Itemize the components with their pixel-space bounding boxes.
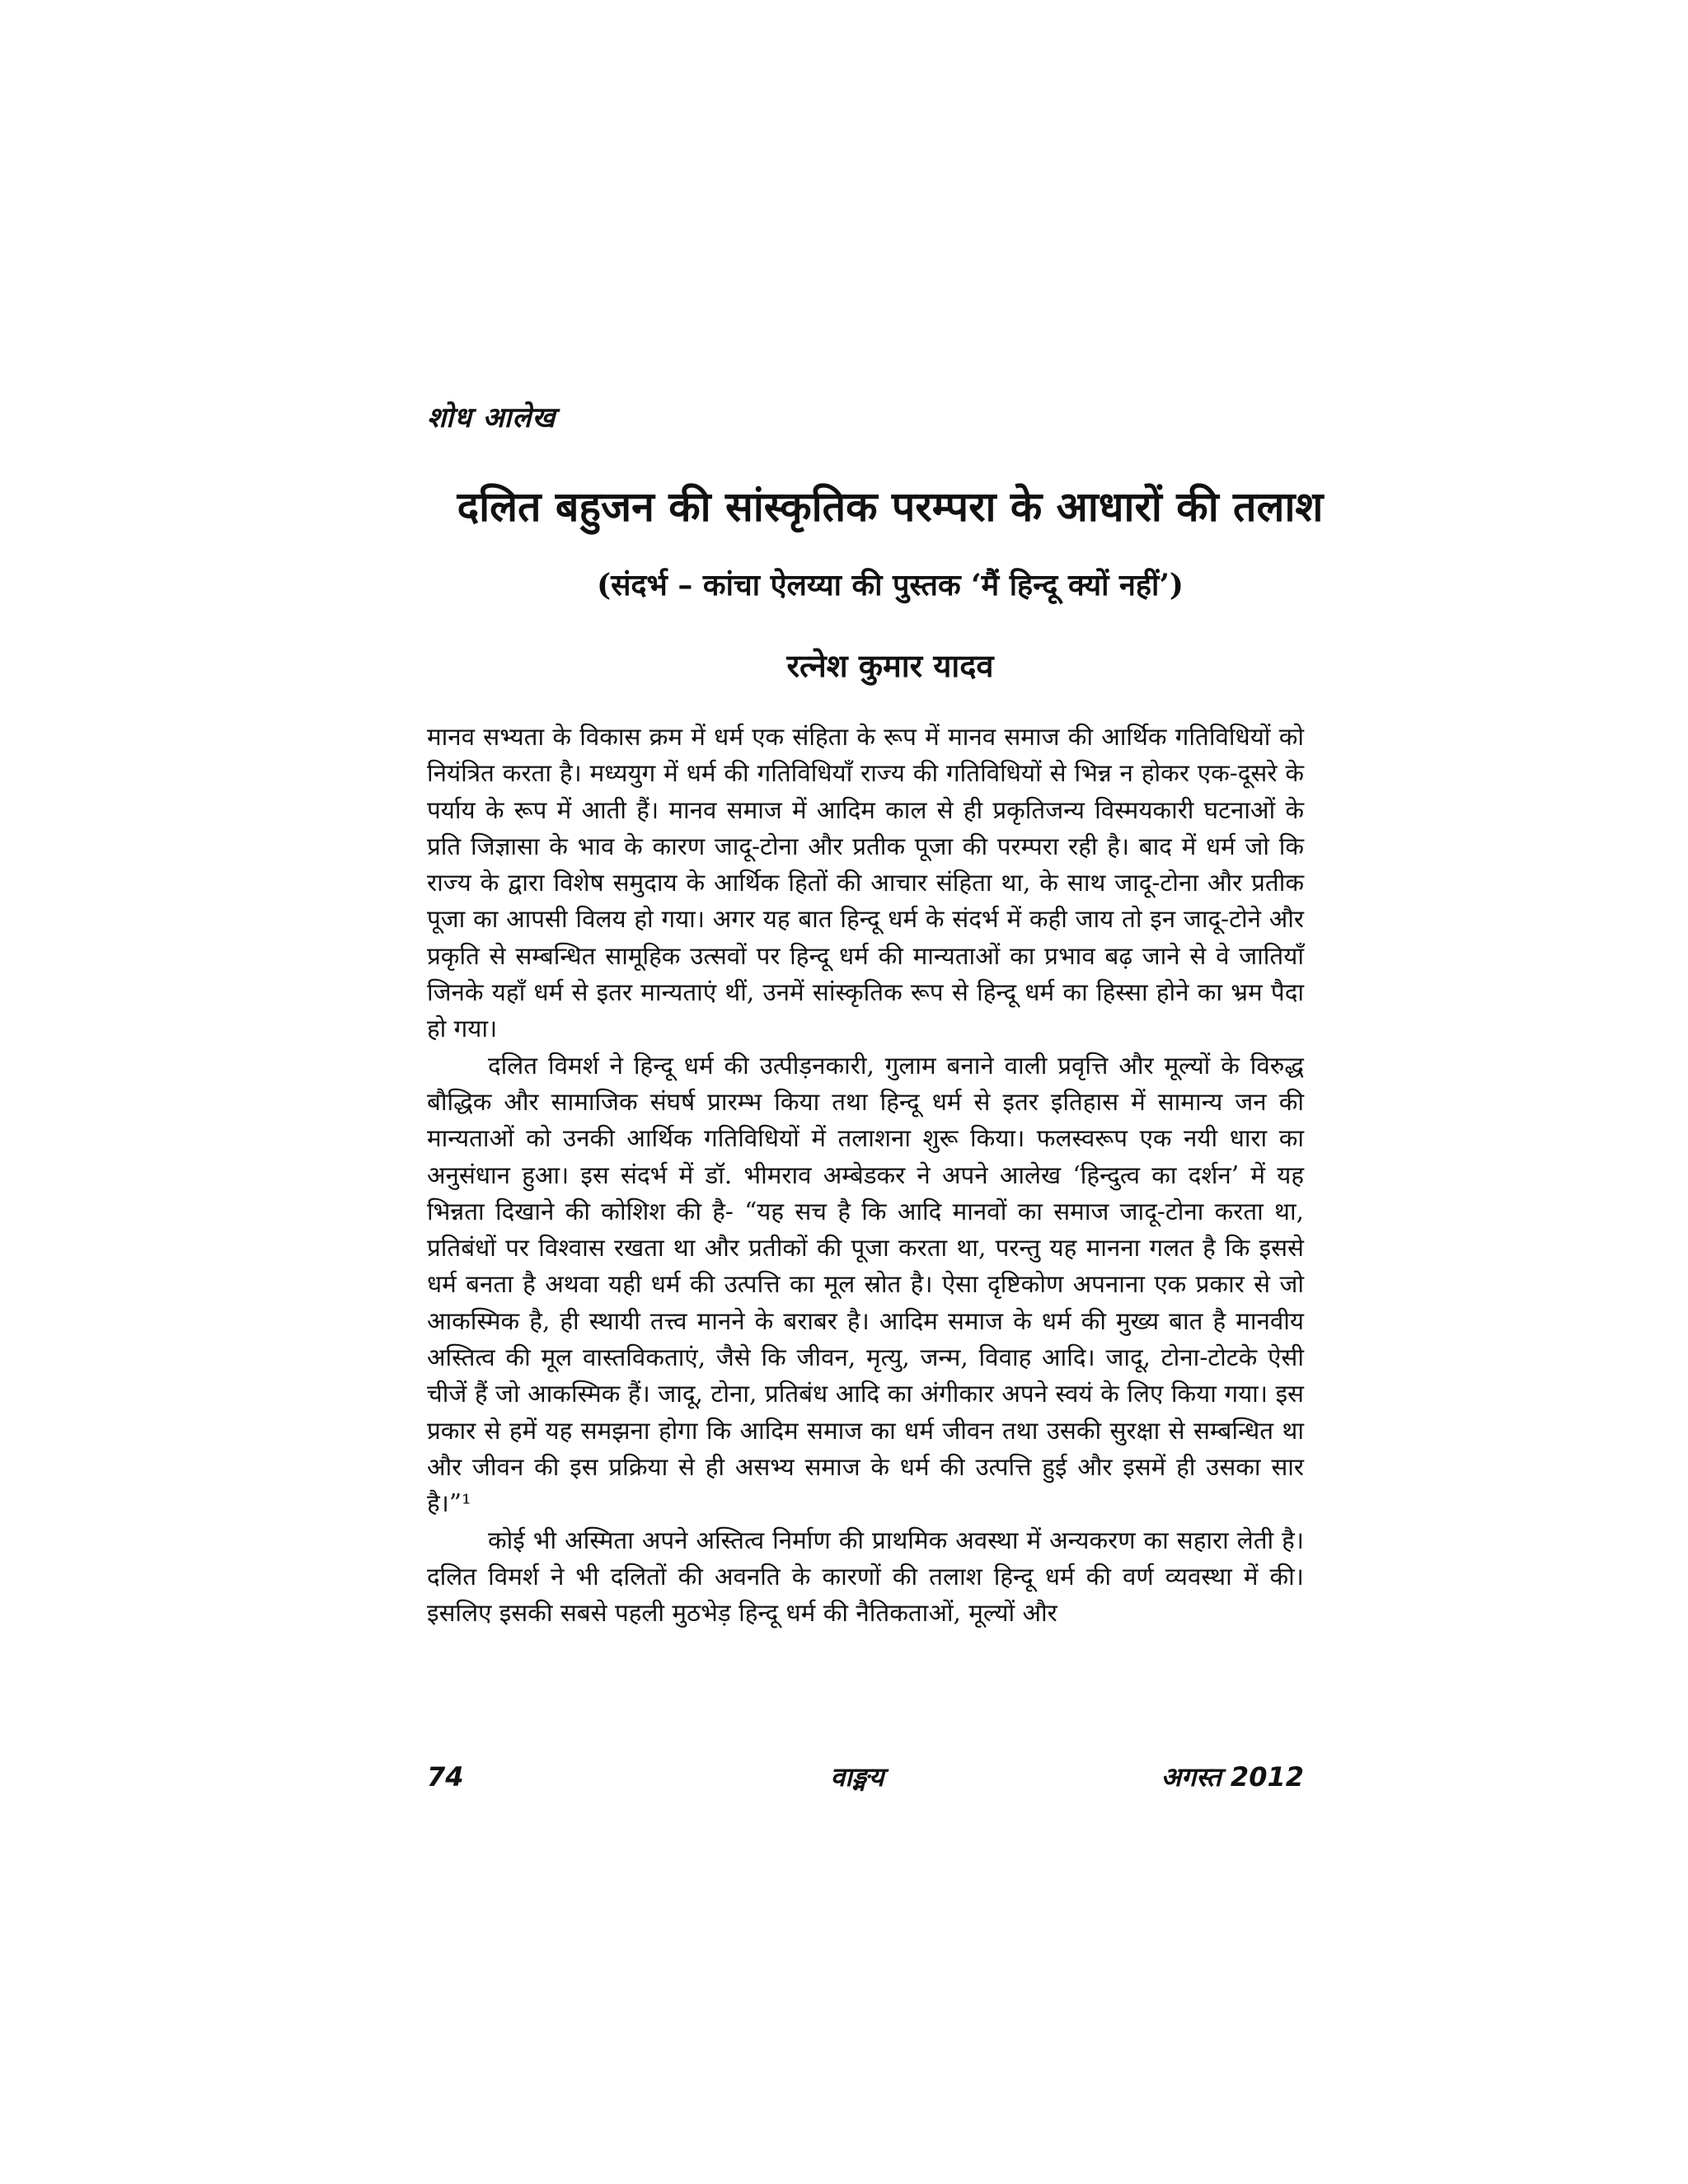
- page-number: 74: [427, 1761, 464, 1793]
- author-name: रत्नेश कुमार यादव: [786, 647, 994, 684]
- paragraph-3: कोई भी अस्मिता अपने अस्तित्व निर्माण की प्राथमिक अवस्था में अन्यकरण का सहारा लेती है। दलित विमर्श ने भी दलितों की अवनति के कारणों की तलाश हिन्दू धर्म की वर्ण व्यवस्था में की। इसलिए इसकी सबसे पहली मुठभेड़ हिन्दू धर्म की नैतिकताओं, मूल्यों और: [427, 1526, 1304, 1628]
- journal-name: वाङ्मय: [830, 1761, 884, 1793]
- paragraph-1: मानव सभ्यता के विकास क्रम में धर्म एक संहिता के रूप में मानव समाज की आर्थिक गतिविधियों को नियंत्रित करता है। मध्ययुग में धर्म की गतिविधियाँ राज्य की गतिविधियों से भिन्न न होकर एक-दूसरे के पर्याय के रूप में आती हैं। मानव समाज में आदिम काल से ही प्रकृतिजन्य विस्मयकारी घटनाओं के प्रति जिज्ञासा के भाव के कारण जादू-टोना और प्रतीक पूजा की परम्परा रही है। बाद में धर्म जो कि राज्य के द्वारा विशेष समुदाय के आर्थिक हितों की आचार संहिता था, के साथ जादू-टोना और प्रतीक पूजा का आपसी विलय हो गया। अगर यह बात हिन्दू धर्म के संदर्भ में कही जाय तो इन जादू-टोने और प्रकृति से सम्बन्धित सामूहिक उत्सवों पर हिन्दू धर्म की मान्यताओं का प्रभाव बढ़ जाने से वे जातियाँ जिनके यहाँ धर्म से इतर मान्यताएं थीं, उनमें सांस्कृतिक रूप से हिन्दू धर्म का हिस्सा होने का भ्रम पैदा हो गया।: [427, 723, 1304, 1043]
- article-title: दलित बहुजन की सांस्कृतिक परम्परा के आधारों की तलाश: [457, 482, 1324, 531]
- issue-date: अगस्त 2012: [1160, 1761, 1304, 1793]
- section-label: शोध आलेख: [427, 401, 556, 434]
- article-subtitle: (संदर्भ – कांचा ऐलय्या की पुस्तक ‘मैं हिन्दू क्यों नहीं’): [597, 568, 1184, 602]
- article-body: [427, 719, 1304, 1631]
- paragraph-2: दलित विमर्श ने हिन्दू धर्म की उत्पीड़नकारी, गुलाम बनाने वाली प्रवृत्ति और मूल्यों के विरुद्ध बौद्धिक और सामाजिक संघर्ष प्रारम्भ किया तथा हिन्दू धर्म से इतर इतिहास में सामान्य जन की मान्यताओं को उनकी आर्थिक गतिविधियों में तलाशना शुरू किया। फलस्वरूप एक नयी धारा का अनुसंधान हुआ। इस संदर्भ में डॉ. भीमराव अम्बेडकर ने अपने आलेख ‘हिन्दुत्व का दर्शन’ में यह भिन्नता दिखाने की कोशिश की है- “यह सच है कि आदि मानवों का समाज जादू-टोना करता था, प्रतिबंधों पर विश्वास रखता था और प्रतीकों की पूजा करता था, परन्तु यह मानना गलत है कि इससे धर्म बनता है अथवा यही धर्म की उत्पत्ति का मूल स्रोत है। ऐसा दृष्टिकोण अपनाना एक प्रकार से जो आकस्मिक है, ही स्थायी तत्त्व मानने के बराबर है। आदिम समाज के धर्म की मुख्य बात है मानवीय अस्तित्व की मूल वास्तविकताएं, जैसे कि जीवन, मृत्यु, जन्म, विवाह आदि। जादू, टोना-टोटके ऐसी चीजें हैं जो आकस्मिक हैं। जादू, टोना, प्रतिबंध आदि का अंगीकार अपने स्वयं के लिए किया गया। इस प्रकार से हमें यह समझना होगा कि आदिम समाज का धर्म जीवन तथा उसकी सुरक्षा से सम्बन्धित था और जीवन की इस प्रक्रिया से ही असभ्य समाज के धर्म की उत्पत्ति हुई और इसमें ही उसका सार है।”¹: [427, 1051, 1304, 1518]
